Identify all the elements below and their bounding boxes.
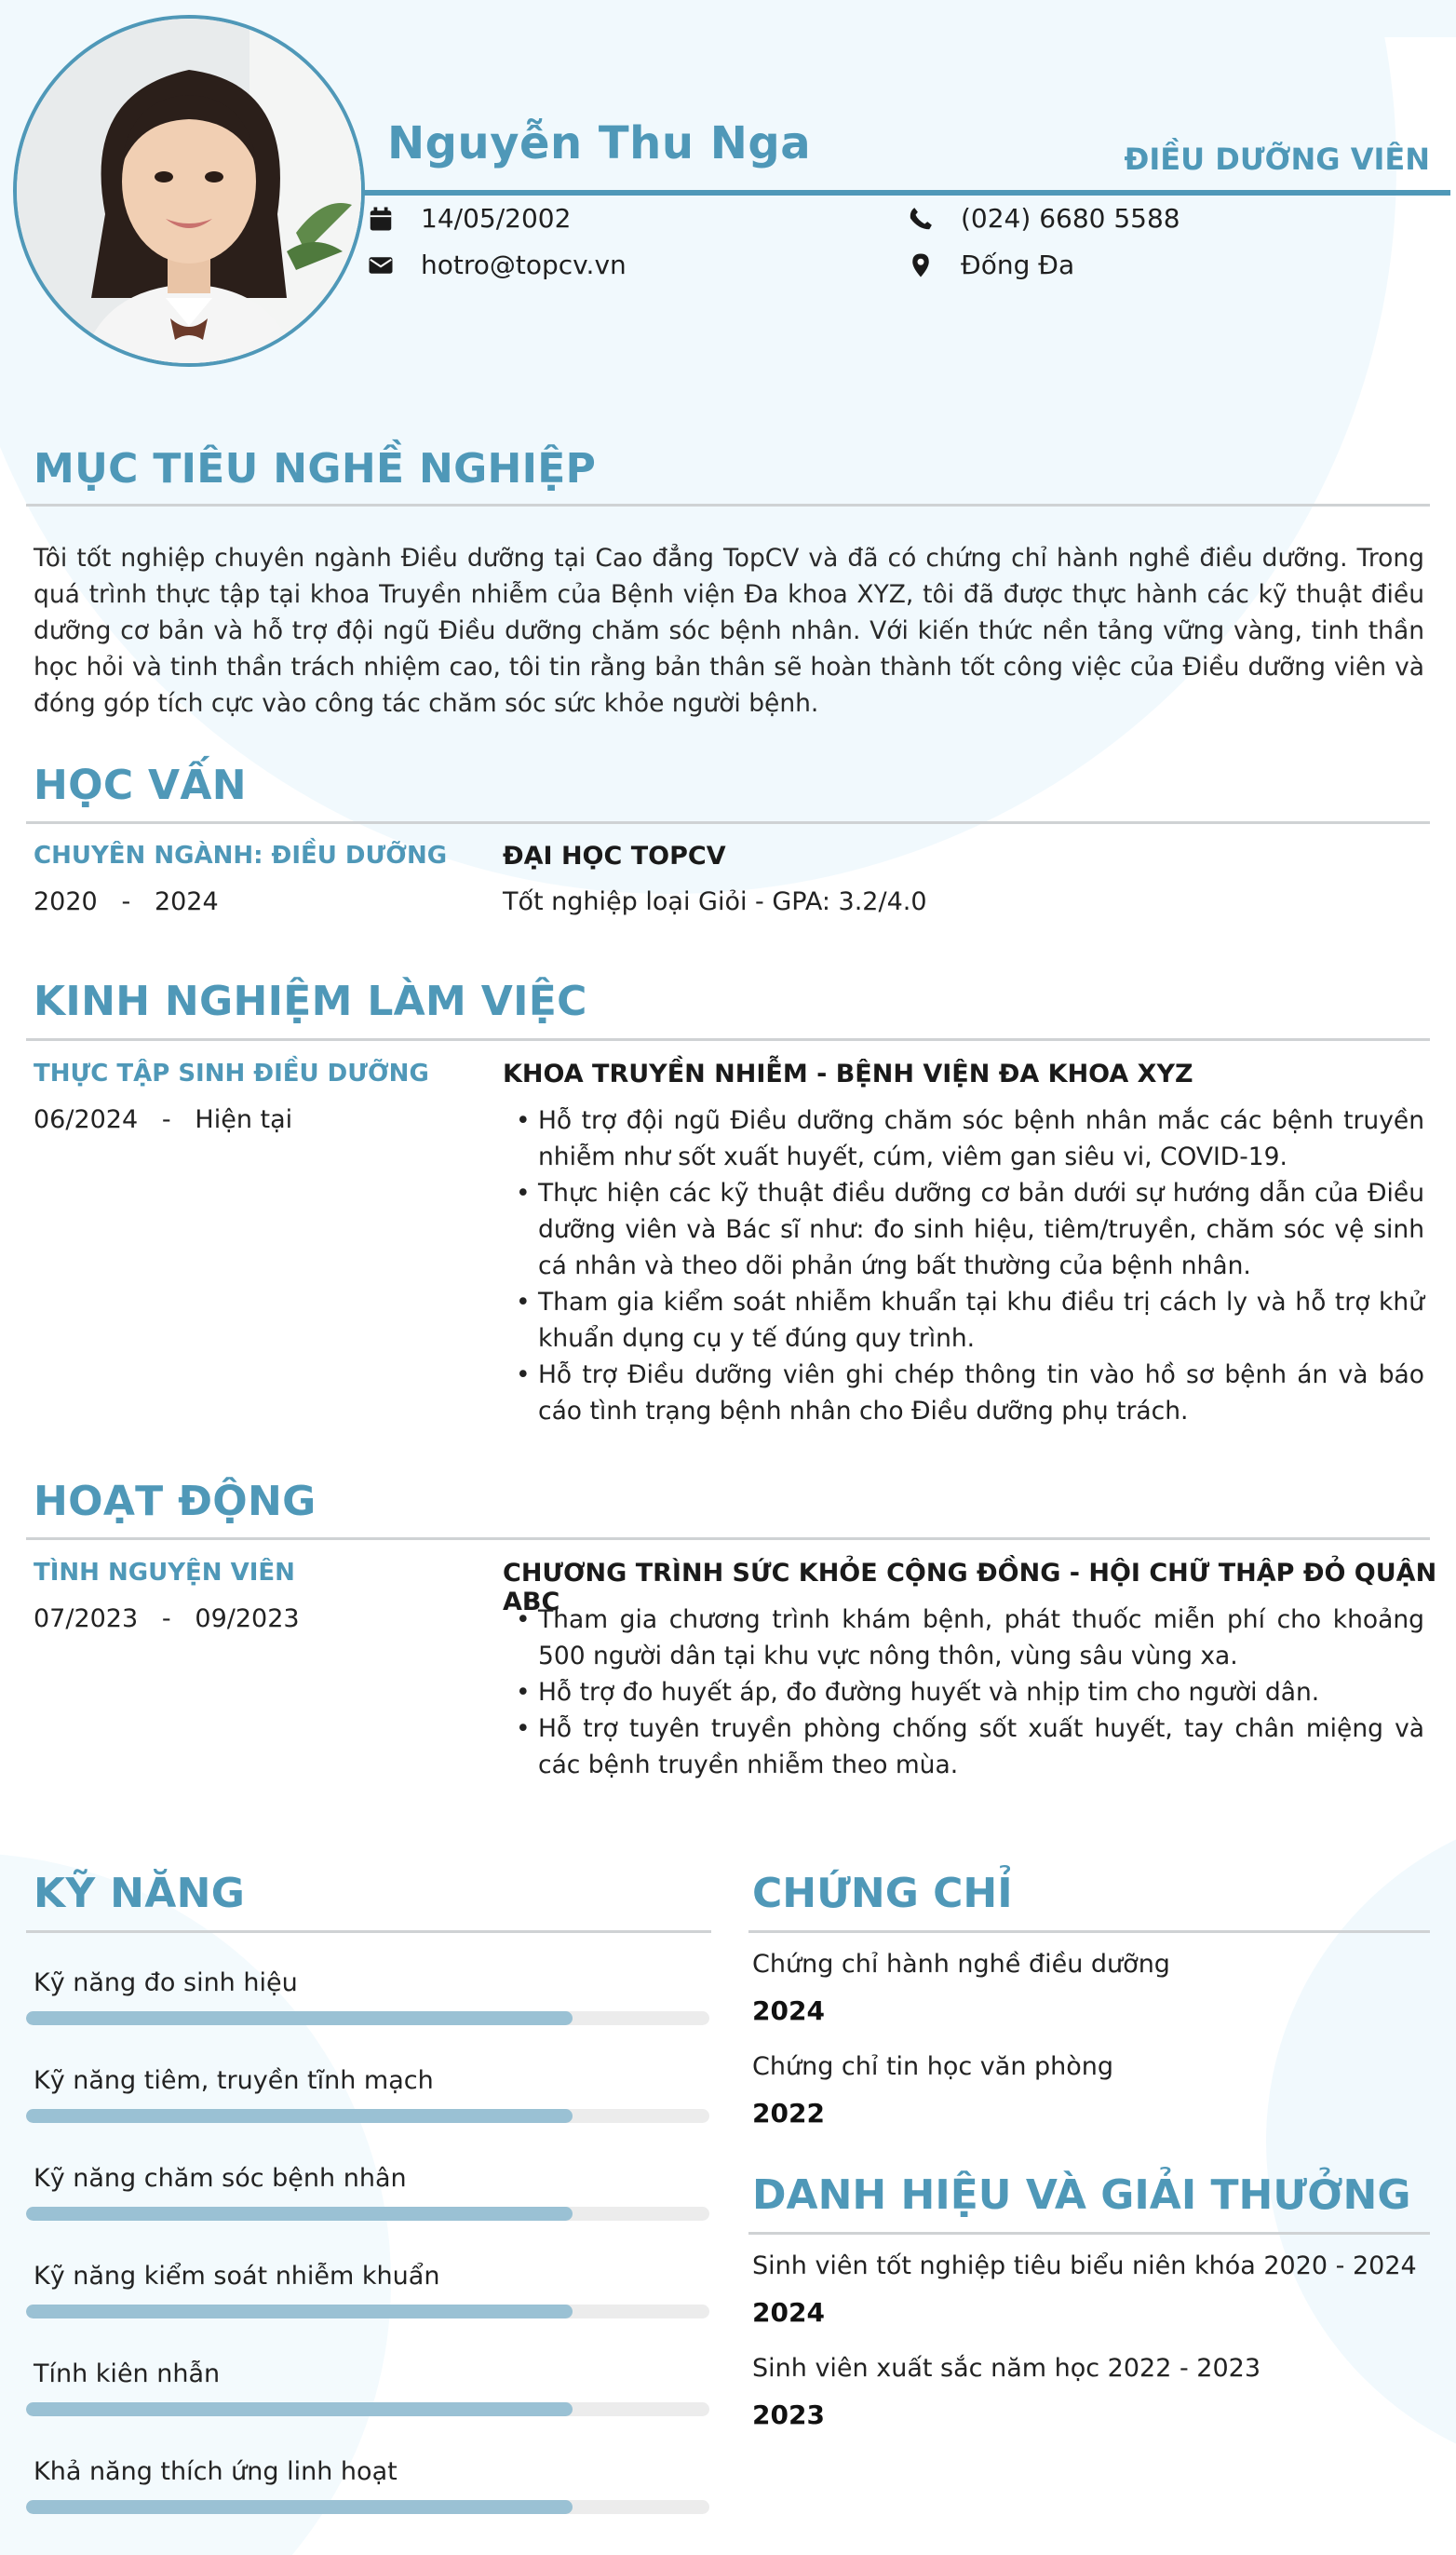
header-divider (363, 190, 1450, 196)
certificates-divider (748, 1930, 1430, 1933)
phone-value[interactable]: (024) 6680 5588 (961, 203, 1180, 234)
address-value: Đống Đa (961, 250, 1075, 280)
candidate-name: Nguyễn Thu Nga (387, 117, 812, 169)
award-name: Sinh viên tốt nghiệp tiêu biểu niên khóa 2020 - 2024 (752, 2251, 1417, 2280)
list-item: • Hỗ trợ đo huyết áp, đo đường huyết và nhịp tim cho người dân. (503, 1674, 1424, 1710)
objective-divider (26, 504, 1430, 507)
skill-bar-fill (26, 2207, 573, 2221)
education-title: HỌC VẤN (34, 762, 247, 809)
experience-bullets (503, 1102, 1424, 1429)
skill-name: Kỹ năng chăm sóc bệnh nhân (34, 2164, 407, 2193)
skill-bar (26, 2305, 709, 2318)
skill-name: Tính kiên nhẫn (34, 2359, 221, 2388)
list-item: • Thực hiện các kỹ thuật điều dưỡng cơ bản dưới sự hướng dẫn của Điều dưỡng viên và Bác sĩ như: đo sinh hiệu, tiêm/truyền, chăm sóc vệ sinh cá nhân và theo dõi phản ứng bất thường của bệnh nhân. (503, 1175, 1424, 1284)
map-pin-icon (907, 251, 935, 279)
list-item: • Hỗ trợ Điều dưỡng viên ghi chép thông tin vào hồ sơ bệnh án và báo cáo tình trạng bệnh nhân cho Điều dưỡng phụ trách. (503, 1357, 1424, 1429)
skill-bar (26, 2207, 709, 2221)
activities-role: TÌNH NGUYỆN VIÊN (34, 1559, 295, 1587)
list-item: • Tham gia chương trình khám bệnh, phát thuốc miễn phí cho khoảng 500 người dân tại khu vực nông thôn, vùng sâu vùng xa. (503, 1602, 1424, 1674)
objective-title: MỤC TIÊU NGHỀ NGHIỆP (34, 445, 597, 493)
skill-bar-fill (26, 2011, 573, 2025)
certificate-name: Chứng chỉ hành nghề điều dưỡng (752, 1950, 1170, 1979)
education-detail: Tốt nghiệp loại Giỏi - GPA: 3.2/4.0 (503, 887, 927, 916)
activities-bullets (503, 1602, 1424, 1783)
experience-dates: 06/2024 - Hiện tại (34, 1105, 293, 1134)
calendar-icon (367, 205, 395, 233)
list-item: • Hỗ trợ tuyên truyền phòng chống sốt xuất huyết, tay chân miệng và các bệnh truyền nhiễm theo mùa. (503, 1710, 1424, 1783)
award-year: 2024 (752, 2297, 825, 2328)
skill-name: Kỹ năng tiêm, truyền tĩnh mạch (34, 2066, 434, 2095)
skill-bar-fill (26, 2305, 573, 2318)
education-major: CHUYÊN NGÀNH: ĐIỀU DƯỠNG (34, 842, 448, 870)
skills-title: KỸ NĂNG (34, 1870, 246, 1917)
skill-name: Khả năng thích ứng linh hoạt (34, 2457, 398, 2486)
activities-dates: 07/2023 - 09/2023 (34, 1604, 300, 1633)
email-value[interactable]: hotro@topcv.vn (421, 250, 627, 280)
activities-org: CHƯƠNG TRÌNH SỨC KHỎE CỘNG ĐỒNG - HỘI CHỮ THẬP ĐỎ QUẬN ABC (503, 1559, 1437, 1616)
job-position: ĐIỀU DƯỠNG VIÊN (1124, 142, 1430, 177)
experience-title: KINH NGHIỆM LÀM VIỆC (34, 978, 587, 1025)
address-row (907, 250, 1074, 280)
skill-bar-fill (26, 2109, 573, 2123)
skill-name: Kỹ năng kiểm soát nhiễm khuẩn (34, 2262, 440, 2291)
certificate-name: Chứng chỉ tin học văn phòng (752, 2052, 1114, 2081)
awards-divider (748, 2232, 1430, 2235)
activities-divider (26, 1537, 1430, 1540)
certificate-year: 2024 (752, 1995, 825, 2026)
education-divider (26, 821, 1430, 824)
birthday-row (367, 203, 571, 234)
skill-bar (26, 2402, 709, 2416)
experience-divider (26, 1038, 1430, 1041)
skill-bar (26, 2011, 709, 2025)
award-year: 2023 (752, 2400, 825, 2430)
skills-divider (26, 1930, 711, 1933)
activities-title: HOẠT ĐỘNG (34, 1478, 317, 1525)
skill-bar (26, 2500, 709, 2514)
skill-name: Kỹ năng đo sinh hiệu (34, 1968, 298, 1997)
list-item: • Tham gia kiểm soát nhiễm khuẩn tại khu điều trị cách ly và hỗ trợ khử khuẩn dụng cụ y tế đúng quy trình. (503, 1284, 1424, 1357)
experience-org: KHOA TRUYỀN NHIỄM - BỆNH VIỆN ĐA KHOA XYZ (503, 1060, 1193, 1088)
experience-role: THỰC TẬP SINH ĐIỀU DƯỠNG (34, 1060, 429, 1088)
certificates-title: CHỨNG CHỈ (752, 1870, 1013, 1917)
list-item: • Hỗ trợ đội ngũ Điều dưỡng chăm sóc bệnh nhân mắc các bệnh truyền nhiễm như sốt xuất huyết, cúm, viêm gan siêu vi, COVID-19. (503, 1102, 1424, 1175)
awards-title: DANH HIỆU VÀ GIẢI THƯỞNG (752, 2171, 1411, 2219)
education-school: ĐẠI HỌC TOPCV (503, 842, 726, 871)
skill-bar-fill (26, 2500, 573, 2514)
envelope-icon (367, 251, 395, 279)
objective-text: Tôi tốt nghiệp chuyên ngành Điều dưỡng tại Cao đẳng TopCV và đã có chứng chỉ hành nghề điều dưỡng. Trong quá trình thực tập tại khoa Truyền nhiễm của Bệnh viện Đa khoa XYZ, tôi đã được thực hành các kỹ thuật điều dưỡng cơ bản và hỗ trợ đội ngũ Điều dưỡng chăm sóc bệnh nhân. Với kiến thức nền tảng vững vàng, tinh thần học hỏi và tinh thần trách nhiệm cao, tôi tin rằng bản thân sẽ hoàn thành tốt công việc của Điều dưỡng viên và đóng góp tích cực vào công tác chăm sóc sức khỏe người bệnh. (34, 544, 1424, 718)
award-name: Sinh viên xuất sắc năm học 2022 - 2023 (752, 2354, 1261, 2383)
skill-bar (26, 2109, 709, 2123)
education-dates: 2020 - 2024 (34, 887, 219, 916)
phone-icon (907, 205, 935, 233)
skill-bar-fill (26, 2402, 573, 2416)
phone-row (907, 203, 1180, 234)
certificate-year: 2022 (752, 2098, 825, 2129)
email-row (367, 250, 627, 280)
profile-photo (13, 15, 365, 367)
birthday-value: 14/05/2002 (421, 203, 572, 234)
